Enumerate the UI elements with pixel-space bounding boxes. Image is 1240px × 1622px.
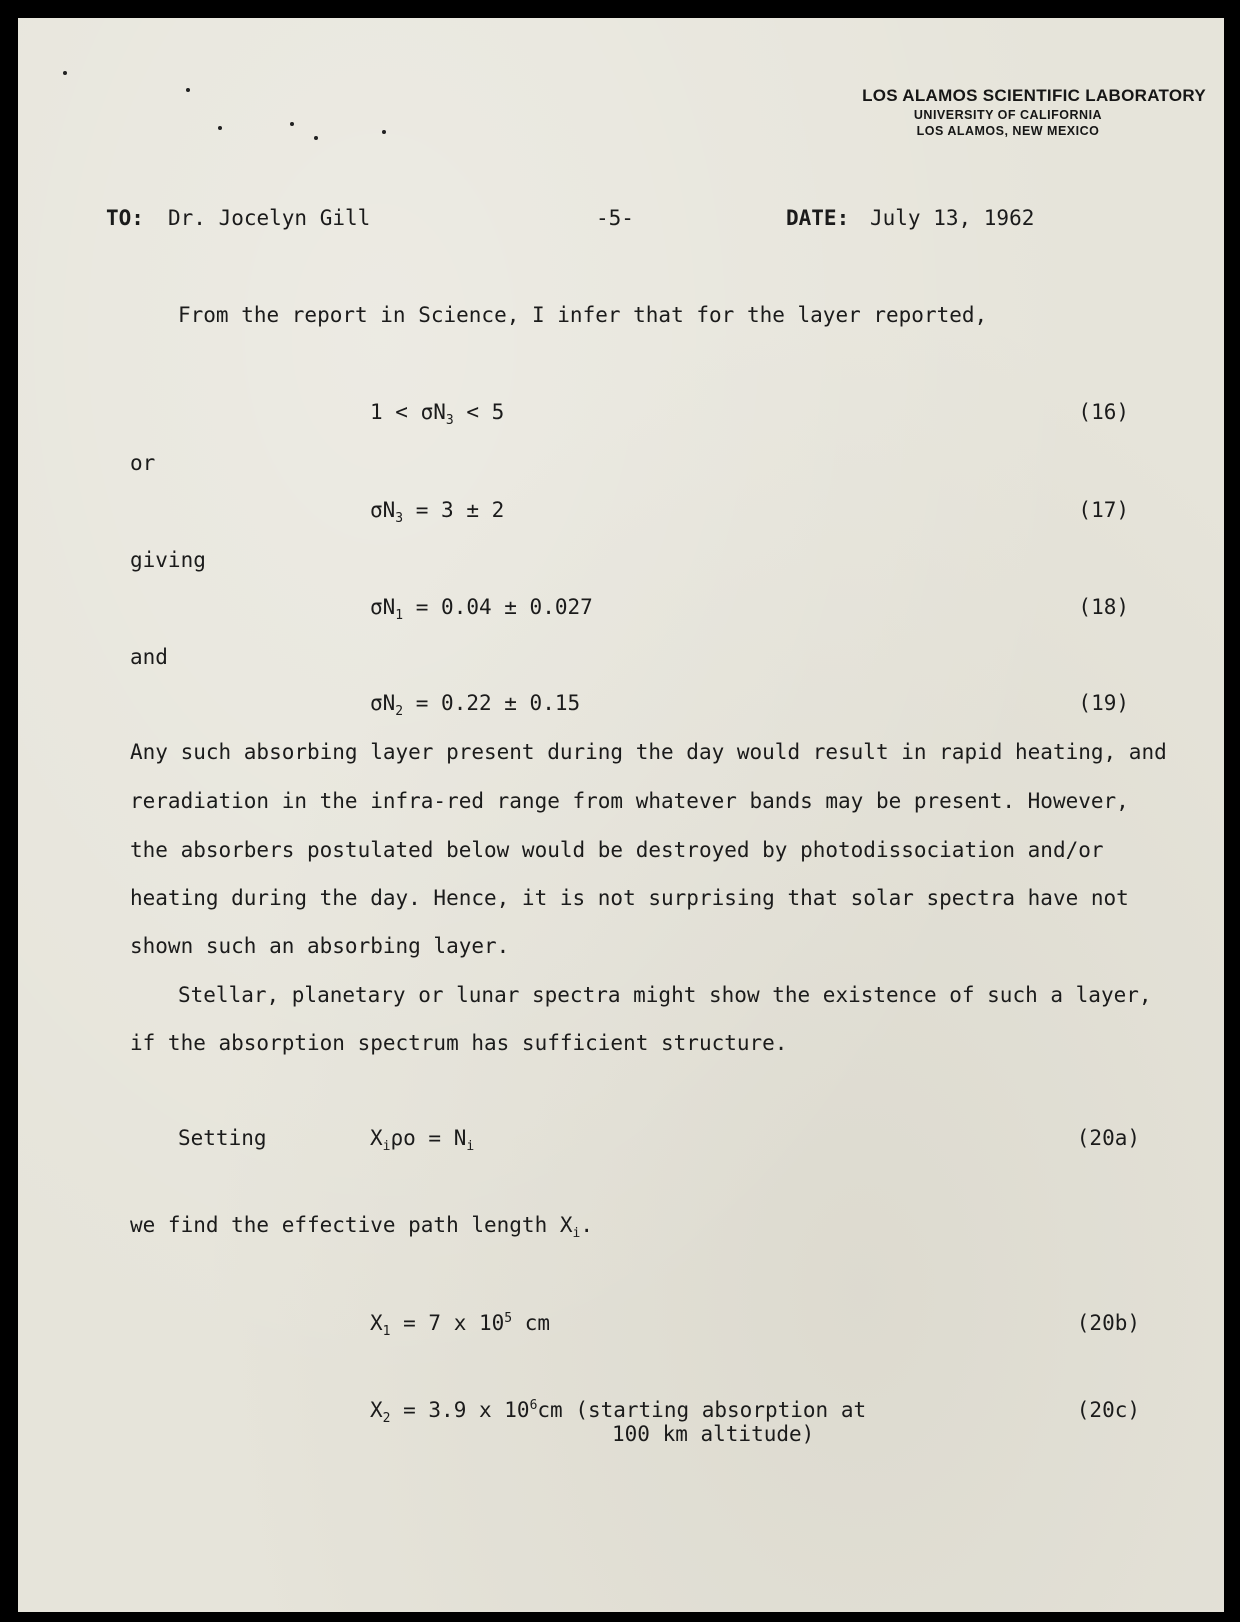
- equation-19-number: (19): [1078, 691, 1129, 715]
- eq20b-mid: = 7 x 10: [390, 1311, 505, 1335]
- eq20a-x: X: [370, 1126, 383, 1150]
- eq17-post: = 3 ± 2: [403, 498, 505, 522]
- equation-20c-line2: 100 km altitude): [612, 1422, 815, 1446]
- eq16-pre: 1 < σN: [370, 400, 446, 424]
- eq20a-n-sub: i: [466, 1139, 475, 1155]
- eq20b-post: cm: [512, 1311, 551, 1335]
- speck: [382, 130, 386, 134]
- eq16-post: < 5: [453, 400, 505, 424]
- eq19-pre: σN: [370, 691, 396, 715]
- paragraph-line: the absorbers postulated below would be destroyed by photodissociation and/or: [130, 838, 1104, 862]
- equation-20a-number: (20a): [1076, 1126, 1140, 1150]
- university-name: UNIVERSITY OF CALIFORNIA: [913, 108, 1103, 122]
- eq17-sub: 3: [395, 511, 404, 527]
- equation-18: [370, 595, 593, 623]
- equation-20c-number: (20c): [1076, 1398, 1140, 1422]
- word-giving: giving: [130, 548, 206, 572]
- speck: [314, 136, 318, 140]
- to-recipient: Dr. Jocelyn Gill: [168, 206, 371, 230]
- path-line-sub: i: [572, 1226, 581, 1242]
- document-page: [18, 18, 1224, 1612]
- eq20a-mid: ρo = N: [390, 1126, 467, 1150]
- date-label: DATE:: [786, 206, 850, 230]
- to-label: TO:: [106, 206, 144, 230]
- eq20c-mid: = 3.9 x 10: [390, 1398, 530, 1422]
- paragraph-line: reradiation in the infra-red range from whatever bands may be present. However,: [130, 789, 1129, 813]
- eq20c-pre: X: [370, 1398, 383, 1422]
- path-line-post: .: [580, 1213, 593, 1237]
- speck: [63, 71, 67, 75]
- path-length-line: [130, 1213, 593, 1241]
- equation-20b-number: (20b): [1076, 1311, 1140, 1335]
- eq17-pre: σN: [370, 498, 396, 522]
- equation-16-number: (16): [1078, 400, 1129, 424]
- equation-20b: [370, 1311, 550, 1339]
- equation-17-number: (17): [1078, 498, 1129, 522]
- eq18-sub: 1: [395, 608, 404, 624]
- speck: [290, 122, 294, 126]
- equation-17: [370, 498, 504, 526]
- equation-16: [370, 400, 504, 428]
- eq19-sub: 2: [395, 704, 404, 720]
- eq20b-pre: X: [370, 1311, 383, 1335]
- eq20a-x-sub: i: [382, 1139, 391, 1155]
- speck: [186, 88, 190, 92]
- eq18-pre: σN: [370, 595, 396, 619]
- speck: [218, 126, 222, 130]
- date-value: July 13, 1962: [870, 206, 1035, 230]
- intro-text: From the report in Science, I infer that for the layer reported,: [178, 303, 988, 327]
- page-number: -5-: [596, 206, 634, 230]
- word-and: and: [130, 645, 168, 669]
- word-or: or: [130, 451, 156, 475]
- paragraph-line: Stellar, planetary or lunar spectra might show the existence of such a layer,: [178, 983, 1152, 1007]
- eq20c-sub: 2: [382, 1411, 391, 1427]
- paragraph-line: shown such an absorbing layer.: [130, 934, 510, 958]
- eq20b-sup: 5: [504, 1311, 513, 1326]
- eq16-sub: 3: [445, 413, 454, 429]
- equation-19: [370, 691, 580, 719]
- equation-20a: [370, 1126, 474, 1154]
- lab-name: LOS ALAMOS SCIENTIFIC LABORATORY: [862, 86, 1206, 105]
- lab-location: LOS ALAMOS, NEW MEXICO: [916, 124, 1100, 138]
- setting-label: Setting: [178, 1126, 267, 1150]
- eq20c-post: cm (starting absorption at: [537, 1398, 867, 1422]
- eq19-post: = 0.22 ± 0.15: [403, 691, 581, 715]
- eq20c-sup: 6: [529, 1398, 538, 1413]
- paragraph-line: if the absorption spectrum has sufficient structure.: [130, 1031, 788, 1055]
- eq18-post: = 0.04 ± 0.027: [403, 595, 593, 619]
- paragraph-line: heating during the day. Hence, it is not surprising that solar spectra have not: [130, 886, 1129, 910]
- eq20b-sub: 1: [382, 1324, 391, 1340]
- paragraph-line: Any such absorbing layer present during the day would result in rapid heating, and: [130, 740, 1167, 764]
- path-line-pre: we find the effective path length X: [130, 1213, 573, 1237]
- equation-18-number: (18): [1078, 595, 1129, 619]
